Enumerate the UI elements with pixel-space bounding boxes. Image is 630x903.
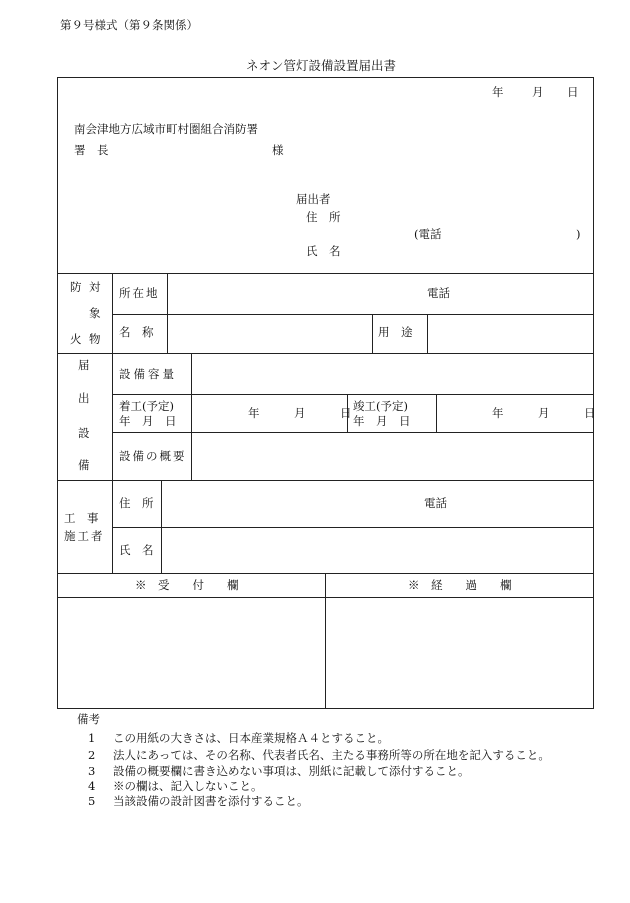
equipment-start-date: 年 月 日 [248, 406, 352, 420]
equipment-char-1: 届 [78, 358, 90, 372]
note-num-4: 4 [88, 779, 96, 793]
note-text-2: 法人にあっては、その名称、代表者氏名、主たる事務所等の所在地を記入すること。 [113, 748, 550, 762]
target-char-3: 象 [89, 306, 101, 320]
applicant-name-label: 氏 名 [306, 244, 341, 258]
addressee-honorific: 様 [272, 143, 284, 157]
note-text-5: 当該設備の設計図書を添付すること。 [113, 794, 309, 808]
target-phone-label: 電話 [427, 286, 450, 300]
note-text-3: 設備の概要欄に書き込めない事項は、別紙に記載して添付すること。 [113, 764, 470, 778]
contractor-section-line2: 施工者 [64, 529, 105, 543]
note-num-5: 5 [88, 794, 96, 808]
target-char-1: 防 [70, 280, 82, 294]
date-day: 日 [567, 85, 579, 99]
target-char-2: 対 [89, 280, 101, 294]
divider-section-col [112, 273, 113, 573]
applicant-address-label: 住 所 [306, 210, 341, 224]
contractor-section-line1: 工 事 [64, 511, 99, 525]
form-number: 第９号様式（第９条関係） [60, 18, 198, 32]
target-char-4: 火 [70, 332, 82, 346]
divider-equipment-label-col [191, 353, 192, 480]
equipment-capacity-label: 設備容量 [119, 367, 177, 381]
divider-target-label-col [167, 273, 168, 353]
addressee-org: 南会津地方広域市町村圏組合消防署 [74, 122, 258, 136]
divider-finish-right [436, 394, 437, 432]
applicant-phone-close: ) [576, 227, 581, 241]
reception-header: ※ 受 付 欄 [135, 578, 239, 592]
addressee-chief: 署 長 [74, 143, 109, 157]
equipment-start-label-2: 年 月 日 [119, 414, 177, 428]
divider-target-mid [112, 314, 594, 315]
divider-remarks-col [325, 573, 326, 709]
form-title: ネオン管灯設備設置届出書 [246, 58, 397, 73]
applicant-phone-open: (電話 [414, 227, 442, 241]
equipment-char-3: 設 [78, 426, 90, 440]
divider-contractor-mid [112, 527, 594, 528]
equipment-summary-label: 設備の概要 [119, 449, 187, 463]
contractor-phone-label: 電話 [424, 496, 447, 510]
note-num-1: 1 [88, 731, 96, 745]
divider-equipment-top [57, 353, 594, 354]
divider-equipment-1 [112, 394, 594, 395]
target-name-label: 名 称 [119, 325, 154, 339]
contractor-name-label: 氏 名 [119, 543, 154, 557]
equipment-char-4: 備 [78, 458, 90, 472]
divider-contractor-top [57, 480, 594, 481]
note-text-4: ※の欄は、記入しないこと。 [113, 779, 263, 793]
target-char-5: 物 [89, 332, 101, 346]
target-location-label: 所在地 [119, 286, 160, 300]
note-num-2: 2 [88, 748, 96, 762]
divider-contractor-label-col [161, 480, 162, 573]
note-num-3: 3 [88, 764, 96, 778]
divider-equipment-2 [112, 432, 594, 433]
target-usage-label: 用 途 [378, 325, 413, 339]
contractor-address-label: 住 所 [119, 496, 154, 510]
divider-usage-right [427, 314, 428, 353]
divider-usage-left [372, 314, 373, 353]
equipment-char-2: 出 [78, 391, 90, 405]
progress-header: ※ 経 過 欄 [408, 578, 512, 592]
equipment-finish-label-1: 竣工(予定) [353, 399, 408, 413]
equipment-finish-label-2: 年 月 日 [353, 414, 411, 428]
date-month: 月 [532, 85, 544, 99]
equipment-finish-date: 年 月 日 [492, 406, 596, 420]
equipment-start-label-1: 着工(予定) [119, 399, 174, 413]
note-text-1: この用紙の大きさは、日本産業規格Ａ４とすること。 [113, 731, 389, 745]
date-year: 年 [492, 85, 504, 99]
notes-heading: 備考 [77, 712, 100, 726]
divider-target-top [57, 273, 594, 274]
applicant-label: 届出者 [296, 192, 331, 206]
